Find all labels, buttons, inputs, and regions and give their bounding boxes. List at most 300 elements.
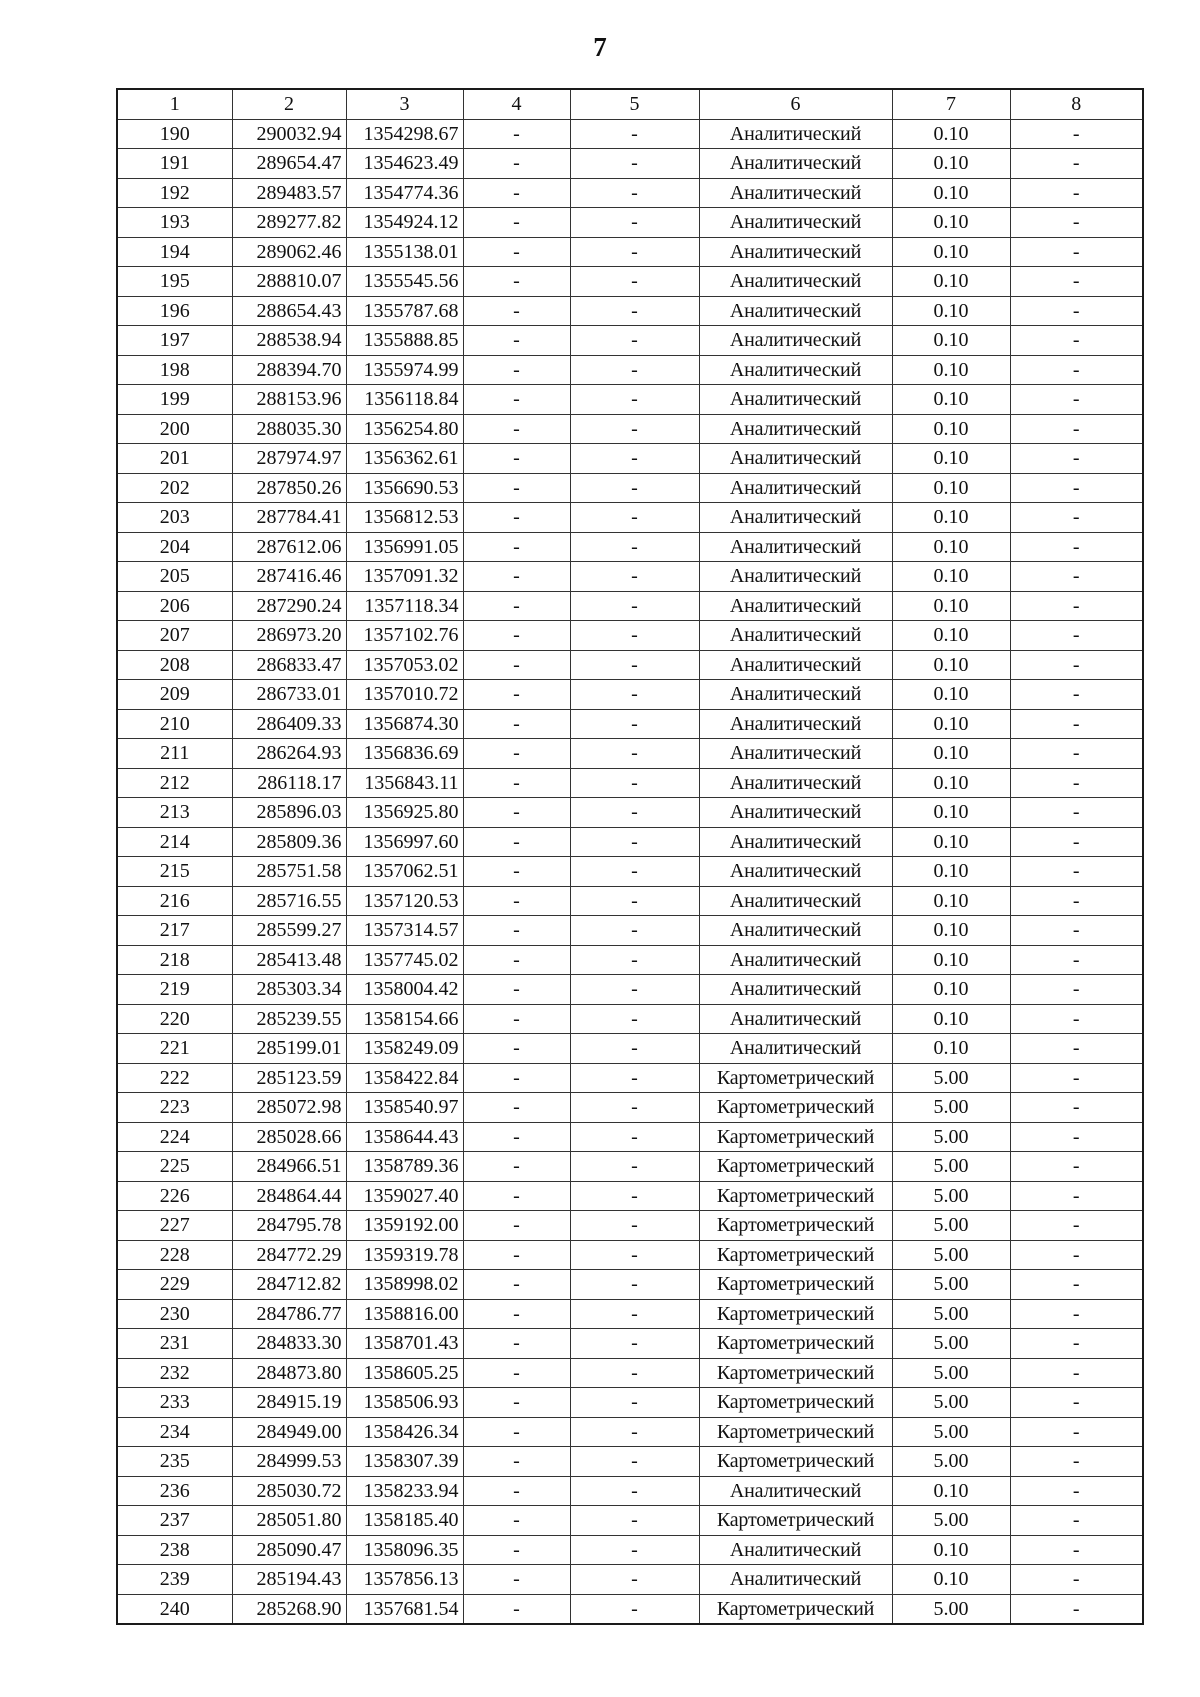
accuracy-cell: 5.00 — [892, 1506, 1010, 1536]
x-coordinate-cell: 289654.47 — [232, 149, 346, 179]
table-row — [117, 267, 1143, 297]
column-5-cell: - — [570, 562, 699, 592]
column-8-cell: - — [1010, 916, 1143, 946]
method-cell: Аналитический — [699, 178, 892, 208]
method-cell: Аналитический — [699, 414, 892, 444]
x-coordinate-cell: 285239.55 — [232, 1004, 346, 1034]
x-coordinate-cell: 289277.82 — [232, 208, 346, 238]
column-5-cell: - — [570, 886, 699, 916]
column-5-cell: - — [570, 1299, 699, 1329]
accuracy-cell: 0.10 — [892, 680, 1010, 710]
point-number-cell: 212 — [117, 768, 232, 798]
y-coordinate-cell: 1355888.85 — [346, 326, 463, 356]
column-4-cell: - — [463, 296, 570, 326]
column-8-cell: - — [1010, 680, 1143, 710]
column-4-cell: - — [463, 1388, 570, 1418]
y-coordinate-cell: 1358605.25 — [346, 1358, 463, 1388]
accuracy-cell: 0.10 — [892, 208, 1010, 238]
table-row — [117, 739, 1143, 769]
x-coordinate-cell: 284873.80 — [232, 1358, 346, 1388]
y-coordinate-cell: 1358422.84 — [346, 1063, 463, 1093]
column-8-cell: - — [1010, 768, 1143, 798]
accuracy-cell: 5.00 — [892, 1152, 1010, 1182]
accuracy-cell: 5.00 — [892, 1270, 1010, 1300]
accuracy-cell: 5.00 — [892, 1358, 1010, 1388]
column-8-cell: - — [1010, 1063, 1143, 1093]
column-4-cell: - — [463, 1299, 570, 1329]
column-4-cell: - — [463, 1240, 570, 1270]
point-number-cell: 233 — [117, 1388, 232, 1418]
column-header: 2 — [232, 89, 346, 119]
column-8-cell: - — [1010, 1358, 1143, 1388]
accuracy-cell: 0.10 — [892, 1004, 1010, 1034]
column-5-cell: - — [570, 1535, 699, 1565]
column-8-cell: - — [1010, 1476, 1143, 1506]
table-row — [117, 1211, 1143, 1241]
column-5-cell: - — [570, 414, 699, 444]
column-4-cell: - — [463, 355, 570, 385]
accuracy-cell: 0.10 — [892, 768, 1010, 798]
method-cell: Аналитический — [699, 208, 892, 238]
column-5-cell: - — [570, 680, 699, 710]
accuracy-cell: 0.10 — [892, 739, 1010, 769]
method-cell: Аналитический — [699, 739, 892, 769]
method-cell: Аналитический — [699, 916, 892, 946]
column-header: 7 — [892, 89, 1010, 119]
accuracy-cell: 5.00 — [892, 1299, 1010, 1329]
x-coordinate-cell: 285030.72 — [232, 1476, 346, 1506]
table-row — [117, 1388, 1143, 1418]
y-coordinate-cell: 1357856.13 — [346, 1565, 463, 1595]
method-cell: Аналитический — [699, 827, 892, 857]
column-4-cell: - — [463, 1152, 570, 1182]
x-coordinate-cell: 288035.30 — [232, 414, 346, 444]
accuracy-cell: 0.10 — [892, 562, 1010, 592]
x-coordinate-cell: 284915.19 — [232, 1388, 346, 1418]
x-coordinate-cell: 285194.43 — [232, 1565, 346, 1595]
y-coordinate-cell: 1357091.32 — [346, 562, 463, 592]
column-5-cell: - — [570, 208, 699, 238]
accuracy-cell: 0.10 — [892, 650, 1010, 680]
x-coordinate-cell: 285051.80 — [232, 1506, 346, 1536]
column-5-cell: - — [570, 503, 699, 533]
method-cell: Аналитический — [699, 1565, 892, 1595]
x-coordinate-cell: 290032.94 — [232, 119, 346, 149]
column-8-cell: - — [1010, 326, 1143, 356]
x-coordinate-cell: 289062.46 — [232, 237, 346, 267]
x-coordinate-cell: 284772.29 — [232, 1240, 346, 1270]
column-4-cell: - — [463, 208, 570, 238]
x-coordinate-cell: 284712.82 — [232, 1270, 346, 1300]
column-5-cell: - — [570, 149, 699, 179]
accuracy-cell: 0.10 — [892, 1535, 1010, 1565]
table-row — [117, 473, 1143, 503]
point-number-cell: 226 — [117, 1181, 232, 1211]
column-4-cell: - — [463, 650, 570, 680]
method-cell: Аналитический — [699, 857, 892, 887]
method-cell: Картометрический — [699, 1594, 892, 1624]
table-row — [117, 1417, 1143, 1447]
y-coordinate-cell: 1355138.01 — [346, 237, 463, 267]
table-row — [117, 827, 1143, 857]
y-coordinate-cell: 1356843.11 — [346, 768, 463, 798]
table-row — [117, 1506, 1143, 1536]
method-cell: Аналитический — [699, 1535, 892, 1565]
column-4-cell: - — [463, 1447, 570, 1477]
column-5-cell: - — [570, 444, 699, 474]
table-row — [117, 1152, 1143, 1182]
table-row — [117, 1181, 1143, 1211]
column-4-cell: - — [463, 621, 570, 651]
accuracy-cell: 0.10 — [892, 916, 1010, 946]
column-5-cell: - — [570, 1152, 699, 1182]
point-number-cell: 203 — [117, 503, 232, 533]
table-row — [117, 680, 1143, 710]
column-8-cell: - — [1010, 1004, 1143, 1034]
accuracy-cell: 0.10 — [892, 355, 1010, 385]
column-5-cell: - — [570, 1063, 699, 1093]
column-8-cell: - — [1010, 886, 1143, 916]
column-8-cell: - — [1010, 1211, 1143, 1241]
point-number-cell: 237 — [117, 1506, 232, 1536]
point-number-cell: 220 — [117, 1004, 232, 1034]
x-coordinate-cell: 287784.41 — [232, 503, 346, 533]
x-coordinate-cell: 285809.36 — [232, 827, 346, 857]
column-5-cell: - — [570, 1506, 699, 1536]
table-row — [117, 414, 1143, 444]
point-number-cell: 195 — [117, 267, 232, 297]
point-number-cell: 213 — [117, 798, 232, 828]
table-row — [117, 768, 1143, 798]
table-row — [117, 237, 1143, 267]
y-coordinate-cell: 1358185.40 — [346, 1506, 463, 1536]
accuracy-cell: 5.00 — [892, 1240, 1010, 1270]
method-cell: Аналитический — [699, 680, 892, 710]
table-row — [117, 1299, 1143, 1329]
point-number-cell: 190 — [117, 119, 232, 149]
y-coordinate-cell: 1356874.30 — [346, 709, 463, 739]
point-number-cell: 206 — [117, 591, 232, 621]
column-header: 5 — [570, 89, 699, 119]
method-cell: Аналитический — [699, 267, 892, 297]
point-number-cell: 198 — [117, 355, 232, 385]
accuracy-cell: 0.10 — [892, 975, 1010, 1005]
column-8-cell: - — [1010, 650, 1143, 680]
column-4-cell: - — [463, 709, 570, 739]
accuracy-cell: 0.10 — [892, 886, 1010, 916]
point-number-cell: 204 — [117, 532, 232, 562]
point-number-cell: 229 — [117, 1270, 232, 1300]
column-5-cell: - — [570, 1093, 699, 1123]
accuracy-cell: 5.00 — [892, 1063, 1010, 1093]
column-4-cell: - — [463, 1181, 570, 1211]
x-coordinate-cell: 285599.27 — [232, 916, 346, 946]
column-8-cell: - — [1010, 945, 1143, 975]
accuracy-cell: 0.10 — [892, 119, 1010, 149]
column-8-cell: - — [1010, 1329, 1143, 1359]
y-coordinate-cell: 1358506.93 — [346, 1388, 463, 1418]
y-coordinate-cell: 1357314.57 — [346, 916, 463, 946]
column-4-cell: - — [463, 1211, 570, 1241]
column-8-cell: - — [1010, 1122, 1143, 1152]
y-coordinate-cell: 1359027.40 — [346, 1181, 463, 1211]
column-8-cell: - — [1010, 1034, 1143, 1064]
y-coordinate-cell: 1355545.56 — [346, 267, 463, 297]
point-number-cell: 200 — [117, 414, 232, 444]
accuracy-cell: 5.00 — [892, 1388, 1010, 1418]
x-coordinate-cell: 287290.24 — [232, 591, 346, 621]
accuracy-cell: 0.10 — [892, 709, 1010, 739]
table-row — [117, 1565, 1143, 1595]
column-5-cell: - — [570, 827, 699, 857]
method-cell: Картометрический — [699, 1093, 892, 1123]
column-5-cell: - — [570, 296, 699, 326]
x-coordinate-cell: 285413.48 — [232, 945, 346, 975]
point-number-cell: 239 — [117, 1565, 232, 1595]
method-cell: Картометрический — [699, 1181, 892, 1211]
point-number-cell: 214 — [117, 827, 232, 857]
point-number-cell: 227 — [117, 1211, 232, 1241]
method-cell: Картометрический — [699, 1388, 892, 1418]
column-5-cell: - — [570, 1329, 699, 1359]
y-coordinate-cell: 1355787.68 — [346, 296, 463, 326]
y-coordinate-cell: 1357062.51 — [346, 857, 463, 887]
column-5-cell: - — [570, 975, 699, 1005]
y-coordinate-cell: 1358426.34 — [346, 1417, 463, 1447]
column-4-cell: - — [463, 237, 570, 267]
x-coordinate-cell: 287416.46 — [232, 562, 346, 592]
table-row — [117, 591, 1143, 621]
accuracy-cell: 0.10 — [892, 296, 1010, 326]
y-coordinate-cell: 1356362.61 — [346, 444, 463, 474]
column-5-cell: - — [570, 355, 699, 385]
x-coordinate-cell: 285268.90 — [232, 1594, 346, 1624]
column-8-cell: - — [1010, 798, 1143, 828]
y-coordinate-cell: 1354924.12 — [346, 208, 463, 238]
accuracy-cell: 0.10 — [892, 532, 1010, 562]
point-number-cell: 197 — [117, 326, 232, 356]
x-coordinate-cell: 285090.47 — [232, 1535, 346, 1565]
accuracy-cell: 0.10 — [892, 473, 1010, 503]
x-coordinate-cell: 284786.77 — [232, 1299, 346, 1329]
table-row — [117, 208, 1143, 238]
column-4-cell: - — [463, 385, 570, 415]
accuracy-cell: 0.10 — [892, 326, 1010, 356]
page-number: 7 — [593, 32, 607, 62]
y-coordinate-cell: 1359319.78 — [346, 1240, 463, 1270]
accuracy-cell: 0.10 — [892, 857, 1010, 887]
column-8-cell: - — [1010, 208, 1143, 238]
column-8-cell: - — [1010, 591, 1143, 621]
x-coordinate-cell: 284795.78 — [232, 1211, 346, 1241]
column-4-cell: - — [463, 680, 570, 710]
column-5-cell: - — [570, 178, 699, 208]
x-coordinate-cell: 285028.66 — [232, 1122, 346, 1152]
table-row — [117, 1594, 1143, 1624]
column-5-cell: - — [570, 1240, 699, 1270]
column-5-cell: - — [570, 1594, 699, 1624]
x-coordinate-cell: 288538.94 — [232, 326, 346, 356]
point-number-cell: 231 — [117, 1329, 232, 1359]
y-coordinate-cell: 1358233.94 — [346, 1476, 463, 1506]
column-5-cell: - — [570, 1122, 699, 1152]
x-coordinate-cell: 284966.51 — [232, 1152, 346, 1182]
method-cell: Аналитический — [699, 1476, 892, 1506]
method-cell: Аналитический — [699, 591, 892, 621]
column-4-cell: - — [463, 1594, 570, 1624]
column-8-cell: - — [1010, 503, 1143, 533]
point-number-cell: 208 — [117, 650, 232, 680]
point-number-cell: 224 — [117, 1122, 232, 1152]
point-number-cell: 230 — [117, 1299, 232, 1329]
table-row — [117, 621, 1143, 651]
point-number-cell: 240 — [117, 1594, 232, 1624]
y-coordinate-cell: 1354623.49 — [346, 149, 463, 179]
point-number-cell: 228 — [117, 1240, 232, 1270]
table-row — [117, 149, 1143, 179]
x-coordinate-cell: 288153.96 — [232, 385, 346, 415]
coordinates-table — [116, 88, 1144, 1625]
method-cell: Аналитический — [699, 296, 892, 326]
method-cell: Аналитический — [699, 798, 892, 828]
column-5-cell: - — [570, 267, 699, 297]
table-row — [117, 119, 1143, 149]
point-number-cell: 217 — [117, 916, 232, 946]
column-8-cell: - — [1010, 1594, 1143, 1624]
y-coordinate-cell: 1358701.43 — [346, 1329, 463, 1359]
y-coordinate-cell: 1357681.54 — [346, 1594, 463, 1624]
table-row — [117, 178, 1143, 208]
column-8-cell: - — [1010, 355, 1143, 385]
y-coordinate-cell: 1356991.05 — [346, 532, 463, 562]
column-5-cell: - — [570, 532, 699, 562]
column-header: 3 — [346, 89, 463, 119]
column-4-cell: - — [463, 178, 570, 208]
method-cell: Аналитический — [699, 444, 892, 474]
accuracy-cell: 0.10 — [892, 1034, 1010, 1064]
accuracy-cell: 0.10 — [892, 1565, 1010, 1595]
table-row — [117, 296, 1143, 326]
method-cell: Картометрический — [699, 1506, 892, 1536]
x-coordinate-cell: 285716.55 — [232, 886, 346, 916]
column-5-cell: - — [570, 1476, 699, 1506]
column-8-cell: - — [1010, 237, 1143, 267]
accuracy-cell: 0.10 — [892, 798, 1010, 828]
y-coordinate-cell: 1358096.35 — [346, 1535, 463, 1565]
x-coordinate-cell: 285303.34 — [232, 975, 346, 1005]
method-cell: Аналитический — [699, 149, 892, 179]
method-cell: Аналитический — [699, 709, 892, 739]
point-number-cell: 219 — [117, 975, 232, 1005]
x-coordinate-cell: 284864.44 — [232, 1181, 346, 1211]
column-5-cell: - — [570, 1181, 699, 1211]
x-coordinate-cell: 284999.53 — [232, 1447, 346, 1477]
accuracy-cell: 0.10 — [892, 503, 1010, 533]
x-coordinate-cell: 284949.00 — [232, 1417, 346, 1447]
point-number-cell: 223 — [117, 1093, 232, 1123]
column-4-cell: - — [463, 916, 570, 946]
x-coordinate-cell: 287974.97 — [232, 444, 346, 474]
column-4-cell: - — [463, 1565, 570, 1595]
accuracy-cell: 0.10 — [892, 827, 1010, 857]
table-row — [117, 1122, 1143, 1152]
column-8-cell: - — [1010, 739, 1143, 769]
column-5-cell: - — [570, 709, 699, 739]
method-cell: Аналитический — [699, 237, 892, 267]
column-4-cell: - — [463, 886, 570, 916]
column-4-cell: - — [463, 768, 570, 798]
column-5-cell: - — [570, 621, 699, 651]
point-number-cell: 202 — [117, 473, 232, 503]
column-8-cell: - — [1010, 1447, 1143, 1477]
column-5-cell: - — [570, 768, 699, 798]
column-4-cell: - — [463, 798, 570, 828]
column-8-cell: - — [1010, 178, 1143, 208]
table-row — [117, 1358, 1143, 1388]
point-number-cell: 201 — [117, 444, 232, 474]
point-number-cell: 238 — [117, 1535, 232, 1565]
y-coordinate-cell: 1356925.80 — [346, 798, 463, 828]
column-4-cell: - — [463, 444, 570, 474]
method-cell: Картометрический — [699, 1447, 892, 1477]
table-body — [117, 119, 1143, 1624]
y-coordinate-cell: 1357118.34 — [346, 591, 463, 621]
column-8-cell: - — [1010, 414, 1143, 444]
column-8-cell: - — [1010, 1417, 1143, 1447]
table-row — [117, 562, 1143, 592]
table-row — [117, 1063, 1143, 1093]
table-row — [117, 916, 1143, 946]
method-cell: Аналитический — [699, 355, 892, 385]
y-coordinate-cell: 1354774.36 — [346, 178, 463, 208]
table-row — [117, 385, 1143, 415]
method-cell: Аналитический — [699, 385, 892, 415]
accuracy-cell: 0.10 — [892, 385, 1010, 415]
column-4-cell: - — [463, 975, 570, 1005]
column-8-cell: - — [1010, 1270, 1143, 1300]
method-cell: Картометрический — [699, 1358, 892, 1388]
table-row — [117, 798, 1143, 828]
method-cell: Аналитический — [699, 473, 892, 503]
column-4-cell: - — [463, 591, 570, 621]
table-row — [117, 355, 1143, 385]
method-cell: Аналитический — [699, 1034, 892, 1064]
method-cell: Аналитический — [699, 326, 892, 356]
column-8-cell: - — [1010, 1565, 1143, 1595]
point-number-cell: 216 — [117, 886, 232, 916]
method-cell: Аналитический — [699, 119, 892, 149]
accuracy-cell: 5.00 — [892, 1093, 1010, 1123]
accuracy-cell: 5.00 — [892, 1122, 1010, 1152]
x-coordinate-cell: 285123.59 — [232, 1063, 346, 1093]
column-5-cell: - — [570, 1034, 699, 1064]
y-coordinate-cell: 1358816.00 — [346, 1299, 463, 1329]
column-5-cell: - — [570, 237, 699, 267]
table-row — [117, 1329, 1143, 1359]
method-cell: Картометрический — [699, 1299, 892, 1329]
point-number-cell: 211 — [117, 739, 232, 769]
accuracy-cell: 0.10 — [892, 1476, 1010, 1506]
point-number-cell: 207 — [117, 621, 232, 651]
method-cell: Картометрический — [699, 1329, 892, 1359]
x-coordinate-cell: 286264.93 — [232, 739, 346, 769]
y-coordinate-cell: 1357745.02 — [346, 945, 463, 975]
y-coordinate-cell: 1358004.42 — [346, 975, 463, 1005]
x-coordinate-cell: 288654.43 — [232, 296, 346, 326]
x-coordinate-cell: 285199.01 — [232, 1034, 346, 1064]
table-row — [117, 503, 1143, 533]
column-8-cell: - — [1010, 149, 1143, 179]
